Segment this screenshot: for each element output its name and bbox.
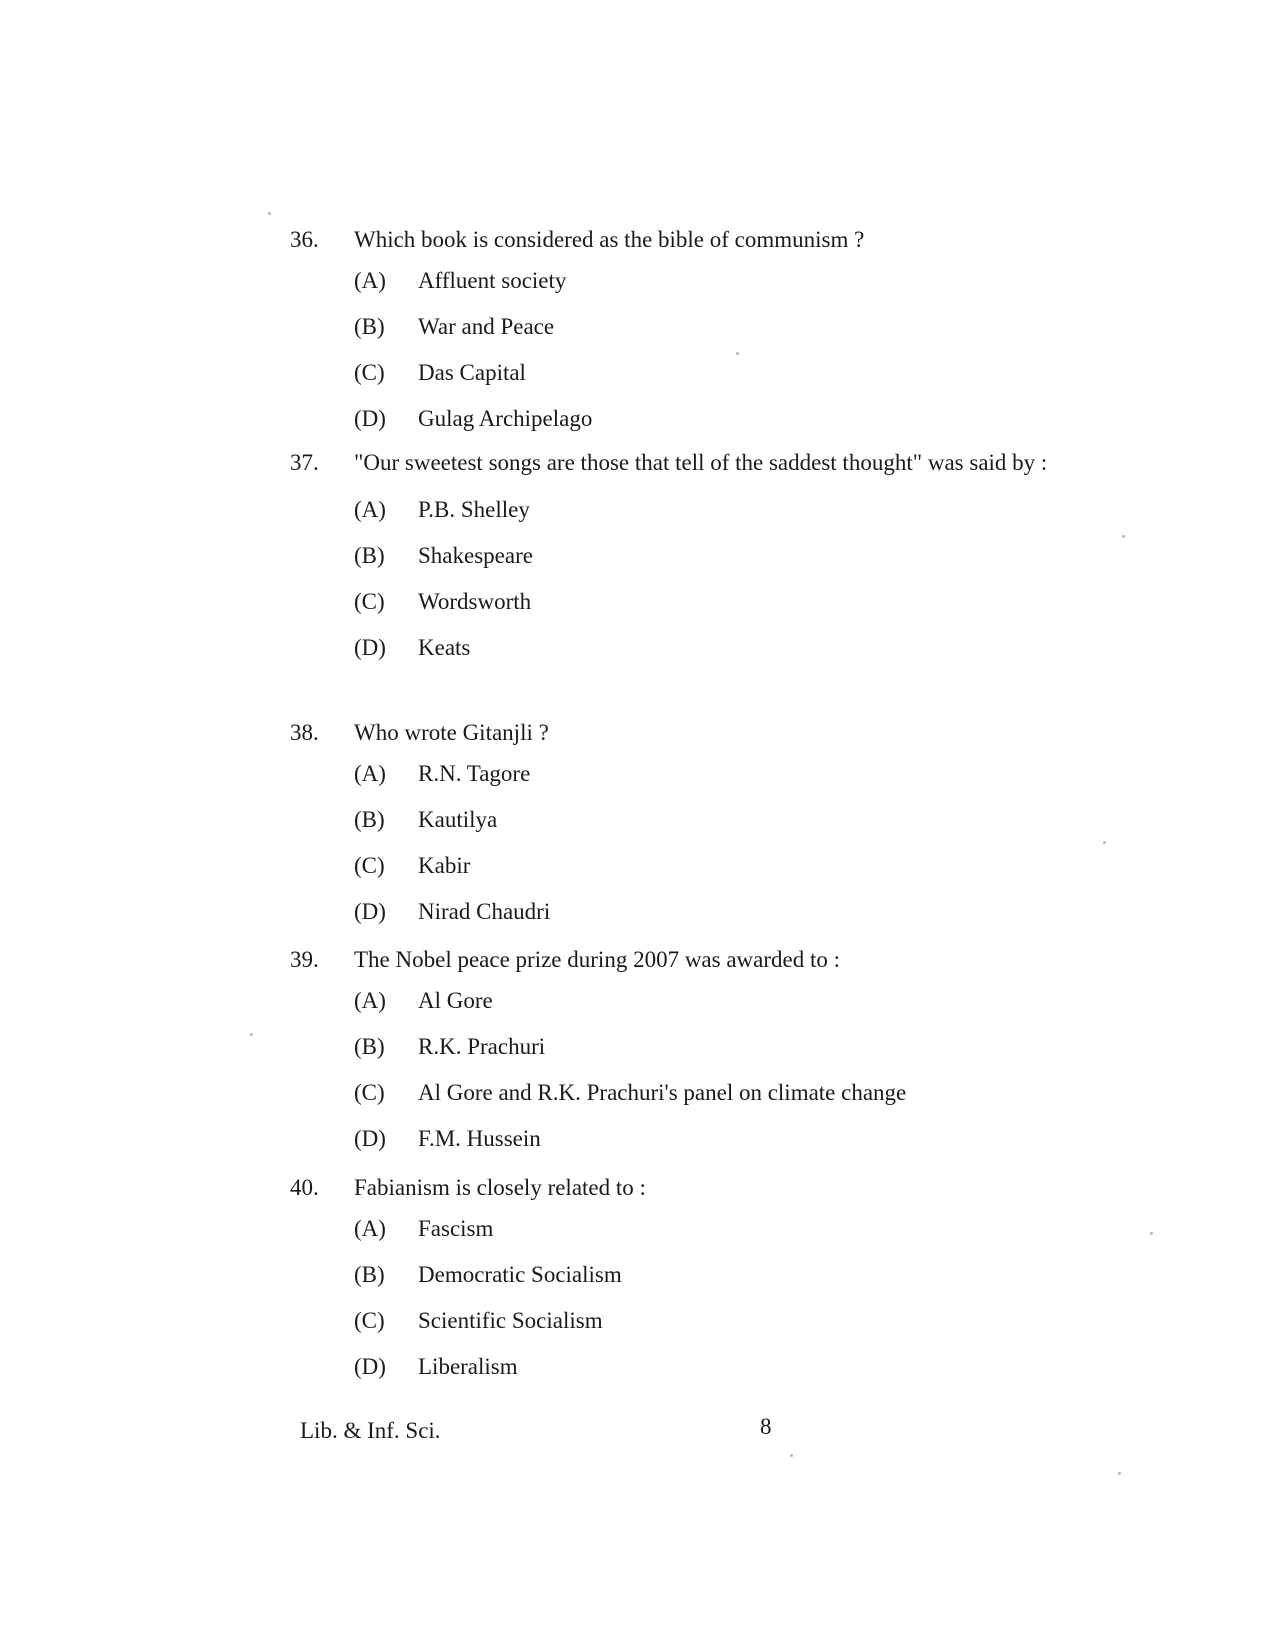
question-text: Fabianism is closely related to : [354, 1175, 646, 1200]
option-c [354, 843, 1220, 889]
options-list [354, 1206, 1220, 1390]
option-key: (B) [354, 314, 385, 339]
scan-speck [736, 352, 739, 355]
option-key: (D) [354, 406, 386, 431]
question-stem [290, 1170, 1220, 1206]
options-list [354, 751, 1220, 935]
options-list [354, 978, 1220, 1162]
option-key: (C) [354, 360, 385, 385]
scan-speck [250, 1033, 253, 1036]
option-key: (C) [354, 1080, 385, 1105]
option-c [354, 579, 1220, 625]
question-text: Which book is considered as the bible of communism ? [354, 227, 865, 252]
option-key: (D) [354, 1354, 386, 1379]
options-list [354, 487, 1220, 671]
option-text: R.K. Prachuri [418, 1034, 546, 1059]
option-text: War and Peace [418, 314, 555, 339]
question-number: 40. [290, 1175, 319, 1200]
question-36 [290, 222, 1220, 442]
footer-subject: Lib. & Inf. Sci. [300, 1418, 441, 1443]
question-38 [290, 715, 1220, 935]
option-key: (D) [354, 635, 386, 660]
option-text: Al Gore [418, 988, 493, 1013]
option-text: R.N. Tagore [418, 761, 531, 786]
option-a [354, 1206, 1220, 1252]
option-key: (B) [354, 1262, 385, 1287]
option-key: (A) [354, 761, 386, 786]
option-key: (A) [354, 988, 386, 1013]
scan-speck [790, 1454, 793, 1457]
option-text: Shakespeare [418, 543, 533, 568]
question-stem [290, 715, 1220, 751]
option-text: Liberalism [418, 1354, 518, 1379]
scan-speck [1103, 841, 1106, 844]
question-number: 37. [290, 450, 319, 475]
option-text: Gulag Archipelago [418, 406, 593, 431]
option-key: (A) [354, 497, 386, 522]
option-text: Wordsworth [418, 589, 532, 614]
option-key: (A) [354, 268, 386, 293]
option-key: (C) [354, 1308, 385, 1333]
question-number: 38. [290, 720, 319, 745]
option-text: P.B. Shelley [418, 497, 530, 522]
option-key: (C) [354, 853, 385, 878]
question-number: 39. [290, 947, 319, 972]
option-c [354, 1298, 1220, 1344]
question-text: "Our sweetest songs are those that tell of the saddest thought" was said by : [354, 450, 1048, 475]
options-list [354, 258, 1220, 442]
option-a [354, 258, 1220, 304]
option-text: Nirad Chaudri [418, 899, 551, 924]
question-stem [290, 942, 1220, 978]
question-stem [290, 445, 1220, 481]
option-a [354, 978, 1220, 1024]
option-b [354, 304, 1220, 350]
option-d [354, 396, 1220, 442]
option-key: (D) [354, 1126, 386, 1151]
question-text: Who wrote Gitanjli ? [354, 720, 549, 745]
option-c [354, 1070, 1220, 1116]
option-d [354, 889, 1220, 935]
option-key: (B) [354, 543, 385, 568]
page-number: 8 [760, 1414, 772, 1439]
scan-speck [1150, 1232, 1153, 1235]
option-key: (C) [354, 589, 385, 614]
option-key: (D) [354, 899, 386, 924]
option-text: Kautilya [418, 807, 498, 832]
option-text: Das Capital [418, 360, 526, 385]
scan-speck [1122, 535, 1125, 538]
option-d [354, 1116, 1220, 1162]
option-text: F.M. Hussein [418, 1126, 541, 1151]
question-text: The Nobel peace prize during 2007 was awarded to : [354, 947, 841, 972]
option-d [354, 625, 1220, 671]
option-a [354, 751, 1220, 797]
question-37 [290, 445, 1220, 671]
question-39 [290, 942, 1220, 1162]
option-key: (B) [354, 807, 385, 832]
option-b [354, 797, 1220, 843]
option-text: Kabir [418, 853, 471, 878]
option-b [354, 533, 1220, 579]
option-key: (B) [354, 1034, 385, 1059]
option-text: Keats [418, 635, 471, 660]
option-text: Democratic Socialism [418, 1262, 622, 1287]
scan-speck [1118, 1472, 1121, 1475]
question-number: 36. [290, 227, 319, 252]
option-text: Al Gore and R.K. Prachuri's panel on climate change [418, 1080, 907, 1105]
option-b [354, 1252, 1220, 1298]
option-text: Scientific Socialism [418, 1308, 603, 1333]
option-a [354, 487, 1220, 533]
scan-speck [268, 212, 271, 215]
option-b [354, 1024, 1220, 1070]
option-text: Fascism [418, 1216, 494, 1241]
question-40 [290, 1170, 1220, 1390]
option-c [354, 350, 1220, 396]
option-text: Affluent society [418, 268, 567, 293]
option-d [354, 1344, 1220, 1390]
option-key: (A) [354, 1216, 386, 1241]
question-stem [290, 222, 1220, 258]
